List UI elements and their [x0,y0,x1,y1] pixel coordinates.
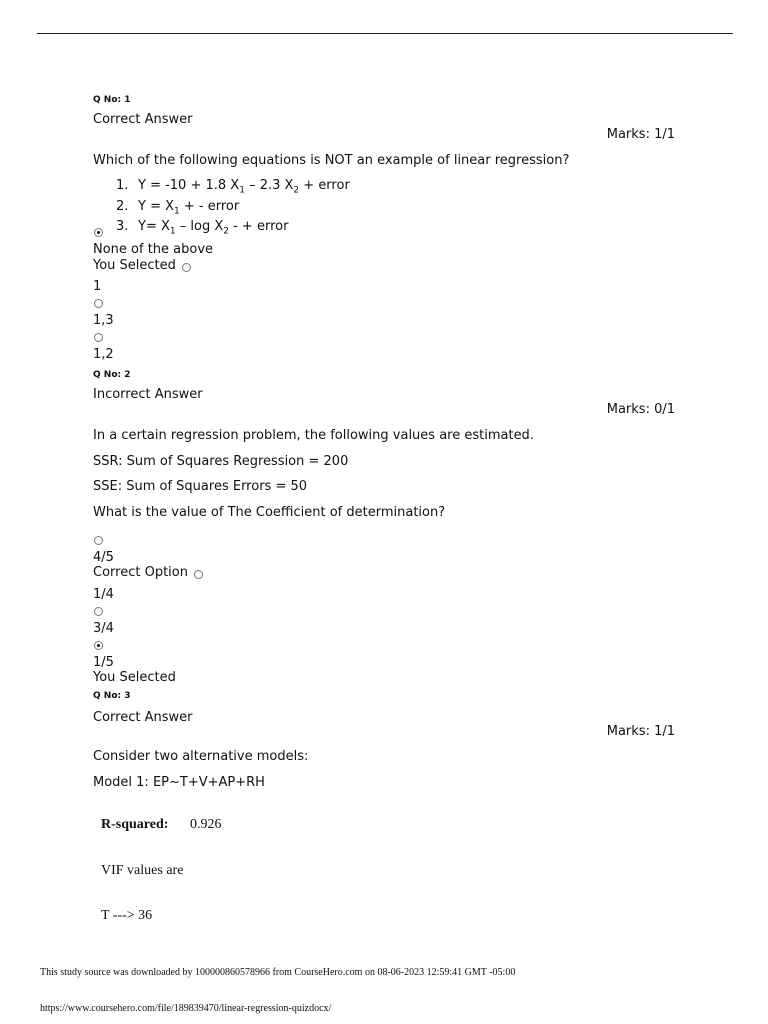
equation-item: 3. $Y= X_1 - \log X_2$ - + error [116,219,289,237]
rsquared-label: R-squared: [101,817,169,832]
vif-heading: VIF values are [101,863,184,878]
equation-item: 1. Y = -10 + 1.8 $X_1 - 2.3$ $X_2$ + error [116,178,350,196]
marks-label: Marks: 1/1 [606,127,675,142]
question-number: Q No: 3 [93,691,131,701]
option-label: 1,3 [93,313,114,328]
option-label: 3/4 [93,621,114,636]
question-text: Which of the following equations is NOT an example of linear regression? [93,153,570,168]
question-number: Q No: 2 [93,370,131,380]
question-text: SSE: Sum of Squares Errors = 50 [93,479,308,494]
option-radio[interactable] [94,536,103,545]
download-notice: This study source was downloaded by 100000860578966 from CourseHero.com on 08-06-2023 12:59:41 GMT -05:00 [40,967,516,978]
option-note: You Selected [93,670,176,685]
option-radio[interactable] [94,228,103,237]
question-text: What is the value of The Coefficient of determination? [93,505,446,520]
option-label: 1/4 [93,587,114,602]
answer-status: Correct Answer [93,710,193,725]
option-radio[interactable] [194,570,203,579]
question-text: SSR: Sum of Squares Regression = 200 [93,454,349,469]
option-radio[interactable] [94,607,103,616]
question-number: Q No: 1 [93,95,131,105]
option-label: 1/5 [93,655,114,670]
marks-label: Marks: 1/1 [606,724,675,739]
option-label: 4/5 [93,550,114,565]
marks-label: Marks: 0/1 [606,402,675,417]
header-divider [37,33,733,34]
option-radio[interactable] [182,263,191,272]
answer-status: Incorrect Answer [93,387,203,402]
option-radio[interactable] [94,641,103,650]
question-text: Model 1: EP~T+V+AP+RH [93,775,265,790]
option-label: None of the above [93,242,214,257]
equation-item: 2. $Y = X_1$ + - error [116,198,240,217]
source-url[interactable]: https://www.coursehero.com/file/189839470/linear-regression-quizdocx/ [40,1003,332,1014]
option-radio[interactable] [94,333,103,342]
question-text: In a certain regression problem, the following values are estimated. [93,428,534,443]
equation-list [116,178,350,240]
option-note: Correct Option [93,565,188,580]
answer-status: Correct Answer [93,112,193,127]
option-radio[interactable] [94,299,103,308]
question-text: Consider two alternative models: [93,749,309,764]
option-note: You Selected [93,258,176,273]
rsquared-value: 0.926 [190,817,222,832]
option-label: 1,2 [93,347,114,362]
option-label: 1 [93,279,102,294]
vif-value: T ---> 36 [101,908,153,923]
